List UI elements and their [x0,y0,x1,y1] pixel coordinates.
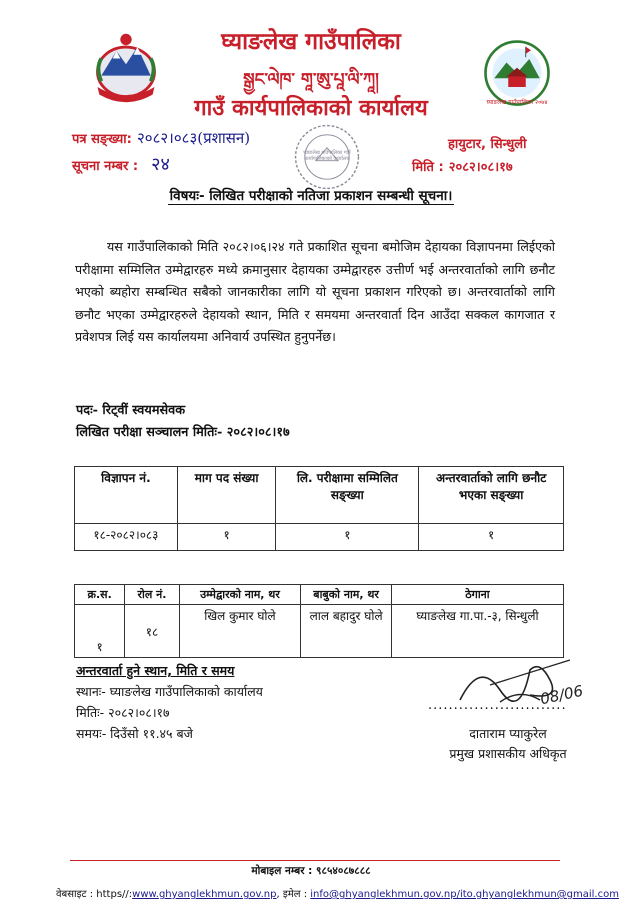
table-cell: लाल बहादुर घोले [301,605,392,658]
table-row [75,524,564,551]
email-link-secondary[interactable]: /ito.ghyanglekhmun@gmail.com [456,889,619,900]
stamp-text: घ्याङलेख गाउँपालिका गाउँ कार्यपालिकाको कार्यालय [303,150,351,162]
footer-divider [70,860,560,861]
table-cell: १ [75,605,125,658]
notice-label: सूचना नम्बर : [72,159,139,174]
signatory-name: दाताराम प्याकुरेल [469,726,547,741]
emblem-right-caption: घ्याङलेख गाउँपालिका २०७४ [486,99,548,106]
website-link[interactable]: www.ghyanglekhmun.gov.np [132,889,277,900]
interview-date: मितिः- २०८२।०८।१७ [76,705,170,720]
org-name: घ्याङलेख गाउँपालिका [221,29,401,55]
interview-info [76,660,263,744]
email-link[interactable]: info@ghyanglekhmun.gov.np [310,889,457,900]
ref-label: पत्र सङ्ख्या: [72,132,132,147]
footer-phone: मोबाइल नम्बर : ९८५४०८७८८८ [251,865,371,877]
table-header: माग पद संख्या [177,467,276,524]
location: हायुटार, सिन्धुली [448,137,527,152]
notice-body: यस गाउँपालिकाको मिति २०८२।०६।२४ गते प्रकाशित सूचना बमोजिम देहायका विज्ञापनमा लिईएको परीक्षामा सम्मिलित उम्मेद्वारहरु मध्ये क्रमानुसार देहायका उम्मेद्वारहरु उत्तीर्ण भई अन्तरवार्ताको लागि छनौट भएको ब्यहोरा सम्बन्धित सबैको जानकारीका लागि यो सूचना प्रकाशन गरिएको छ। अन्तरवार्ताको लागि छनौट भएका उम्मेद्वारहरुले देहायको स्थान, मिति र समयमा अन्तरवार्ता दिन आउँदा सक्कल कागजात र प्रवेशपत्र लिई यस कार्यालयमा अनिवार्य उपस्थित हुनुपर्नेछ। [75,239,555,344]
table-header: रोल नं. [125,585,179,605]
date-value: २०८२।०८।१७ [448,160,513,175]
web-label: वेबसाइट : https//: [56,889,133,900]
signature-dots: ........................... [428,698,567,713]
signatory-block [428,724,588,764]
signature-date-note: 08/06 [538,681,585,709]
table-cell: १८ [125,605,179,658]
table-header: विज्ञापन नं. [75,467,178,524]
subject-text: विषयः- लिखित परीक्षाको नतिजा प्रकाशन सम्बन्धी सूचना। [169,188,453,204]
reference-line [72,128,250,148]
table-header: लि. परीक्षामा सम्मिलित सङ्ख्या [276,467,419,524]
office-name: गाउँ कार्यपालिकाको कार्यालय [194,96,428,121]
table-header: बाबुको नाम, थर [301,585,392,605]
notice-value: २४ [151,154,170,175]
table-header: ठेगाना [391,585,563,605]
ref-value: २०८२।०८३(प्रशासन) [136,129,251,147]
advertisement-table [74,466,564,551]
table-cell: १८-२०८२।०८३ [75,524,178,551]
table-header: उम्मेद्वारको नाम, थर [179,585,301,605]
table-cell: खिल कुमार घोले [179,605,301,658]
table-cell: १ [276,524,419,551]
interview-place: स्थानः- घ्याङलेख गाउँपालिकाको कार्यालय [76,684,263,699]
signatory-title: प्रमुख प्रशासकीय अधिकृत [449,746,567,761]
post-label: पदः- रिट्वीं स्वयमसेवक [76,403,186,418]
org-name-tibetan: སྒྱང་ལེཁ་ གཱ་ཨུ་པཱ་ལི་ཀཱ། [243,70,379,90]
table-header-row [75,585,564,605]
date-line [412,156,513,175]
interview-time: समयः- दिउँसो ११.४५ बजे [76,726,193,741]
email-label: , इमेल : [276,889,308,900]
table-cell: १ [419,524,564,551]
table-header: अन्तरवार्ताको लागि छनौट भएका सङ्ख्या [419,467,564,524]
notice-number-line [72,152,170,176]
footer-contact [56,886,619,900]
table-cell: घ्याङलेख गा.पा.-३, सिन्धुली [391,605,563,658]
table-header-row [75,467,564,524]
table-header: क्र.स. [75,585,125,605]
subject-line [0,186,622,204]
table-cell: १ [177,524,276,551]
date-label: मिति : [412,160,444,175]
interview-title: अन्तरवार्ता हुने स्थान, मिति र समय [76,663,235,678]
exam-date: लिखित परीक्षा सञ्चालन मितिः- २०८२।०८।१७ [76,425,290,440]
